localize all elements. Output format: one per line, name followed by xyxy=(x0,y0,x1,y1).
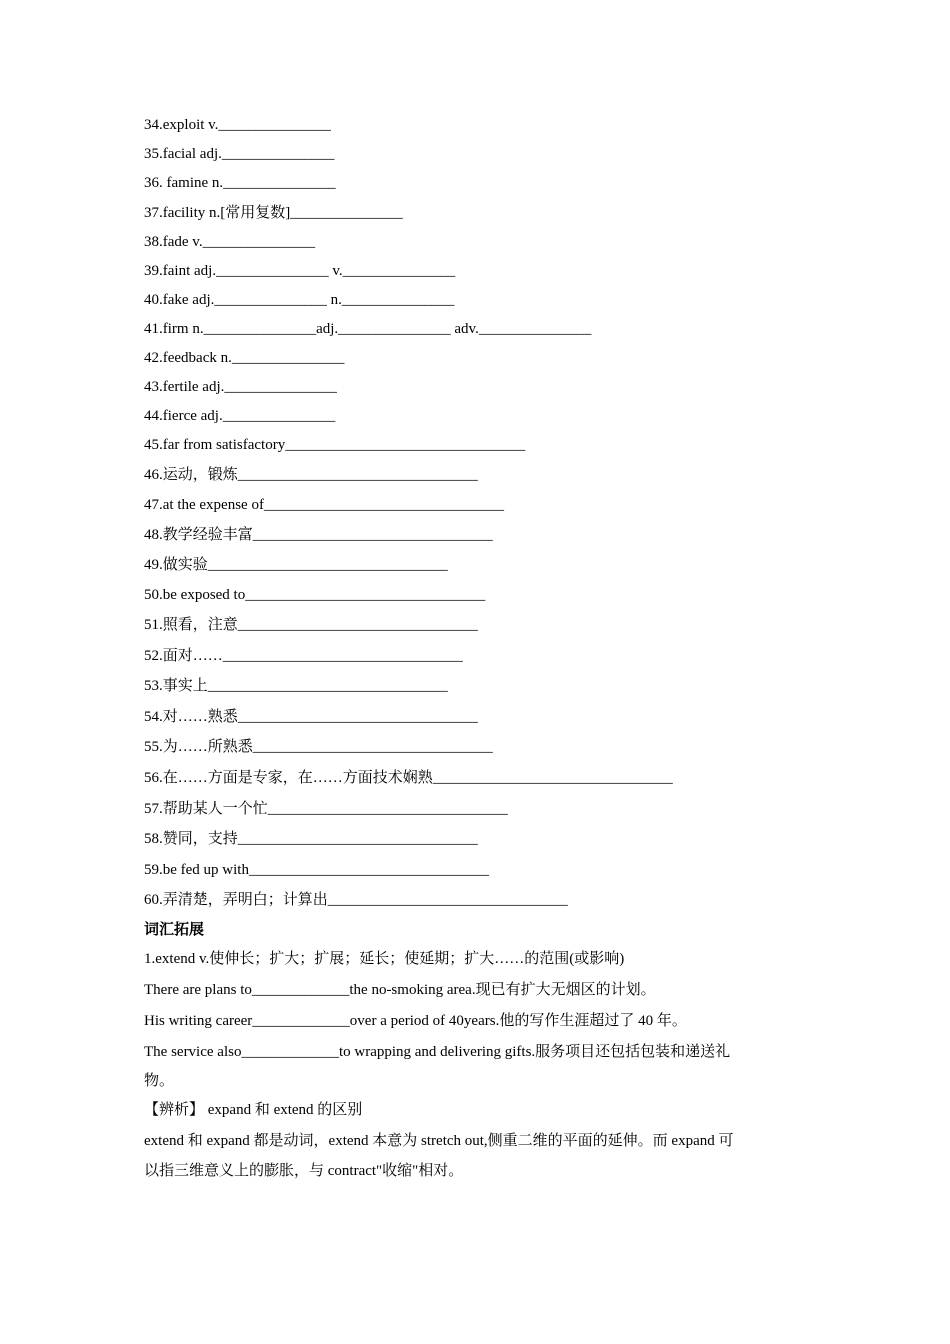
vocab-item-60: 60.弄清楚，弄明白；计算出________________________________ xyxy=(144,892,568,908)
entry-title: 1.extend v.使伸长；扩大；扩展；延长；使延期；扩大……的范围(或影响) xyxy=(144,951,625,967)
vocab-item-51: 51.照看，注意________________________________ xyxy=(144,617,478,633)
vocab-item-47: 47.at the expense of________________________________ xyxy=(144,497,504,513)
analysis-title: 【辨析】 expand 和 extend 的区别 xyxy=(144,1102,363,1118)
vocab-item-41: 41.firm n._______________adj._______________ adv._______________ xyxy=(144,321,592,337)
vocab-item-39: 39.faint adj._______________ v._______________ xyxy=(144,263,456,279)
vocab-item-45: 45.far from satisfactory________________________________ xyxy=(144,437,526,453)
section-heading: 词汇拓展 xyxy=(144,922,205,938)
example-sentence-continued: 物。 xyxy=(144,1073,175,1089)
vocab-item-35: 35.facial adj._______________ xyxy=(144,146,335,162)
vocab-item-58: 58.赞同，支持________________________________ xyxy=(144,831,478,847)
example-sentence: His writing career_____________over a period of 40years.他的写作生涯超过了 40 年。 xyxy=(144,1013,687,1029)
vocab-item-56: 56.在……方面是专家，在……方面技术娴熟________________________________ xyxy=(144,770,673,786)
vocab-item-57: 57.帮助某人一个忙________________________________ xyxy=(144,801,508,817)
vocab-item-59: 59.be fed up with________________________________ xyxy=(144,862,489,878)
vocab-item-44: 44.fierce adj._______________ xyxy=(144,408,336,424)
vocab-item-34: 34.exploit v._______________ xyxy=(144,117,331,133)
vocab-item-50: 50.be exposed to________________________________ xyxy=(144,587,486,603)
vocab-item-46: 46.运动，锻炼________________________________ xyxy=(144,467,478,483)
vocab-item-53: 53.事实上________________________________ xyxy=(144,678,448,694)
vocab-item-36: 36. famine n._______________ xyxy=(144,175,336,191)
vocab-item-52: 52.面对……________________________________ xyxy=(144,648,463,664)
analysis-text: 以指三维意义上的膨胀，与 contract"收缩"相对。 xyxy=(144,1163,464,1179)
vocab-item-43: 43.fertile adj._______________ xyxy=(144,379,337,395)
vocab-item-54: 54.对……熟悉________________________________ xyxy=(144,709,478,725)
example-sentence: There are plans to_____________the no-smoking area.现已有扩大无烟区的计划。 xyxy=(144,982,656,998)
vocab-item-40: 40.fake adj._______________ n._______________ xyxy=(144,292,455,308)
vocab-item-48: 48.教学经验丰富________________________________ xyxy=(144,527,493,543)
vocab-item-42: 42.feedback n._______________ xyxy=(144,350,345,366)
example-sentence: The service also_____________to wrapping and delivering gifts.服务项目还包括包装和递送礼 xyxy=(144,1044,731,1060)
vocab-item-37: 37.facility n.[常用复数]_______________ xyxy=(144,205,403,221)
vocab-item-38: 38.fade v._______________ xyxy=(144,234,316,250)
vocab-item-55: 55.为……所熟悉________________________________ xyxy=(144,739,493,755)
vocab-item-49: 49.做实验________________________________ xyxy=(144,557,448,573)
analysis-text: extend 和 expand 都是动词，extend 本意为 stretch out,侧重二维的平面的延伸。而 expand 可 xyxy=(144,1133,734,1149)
